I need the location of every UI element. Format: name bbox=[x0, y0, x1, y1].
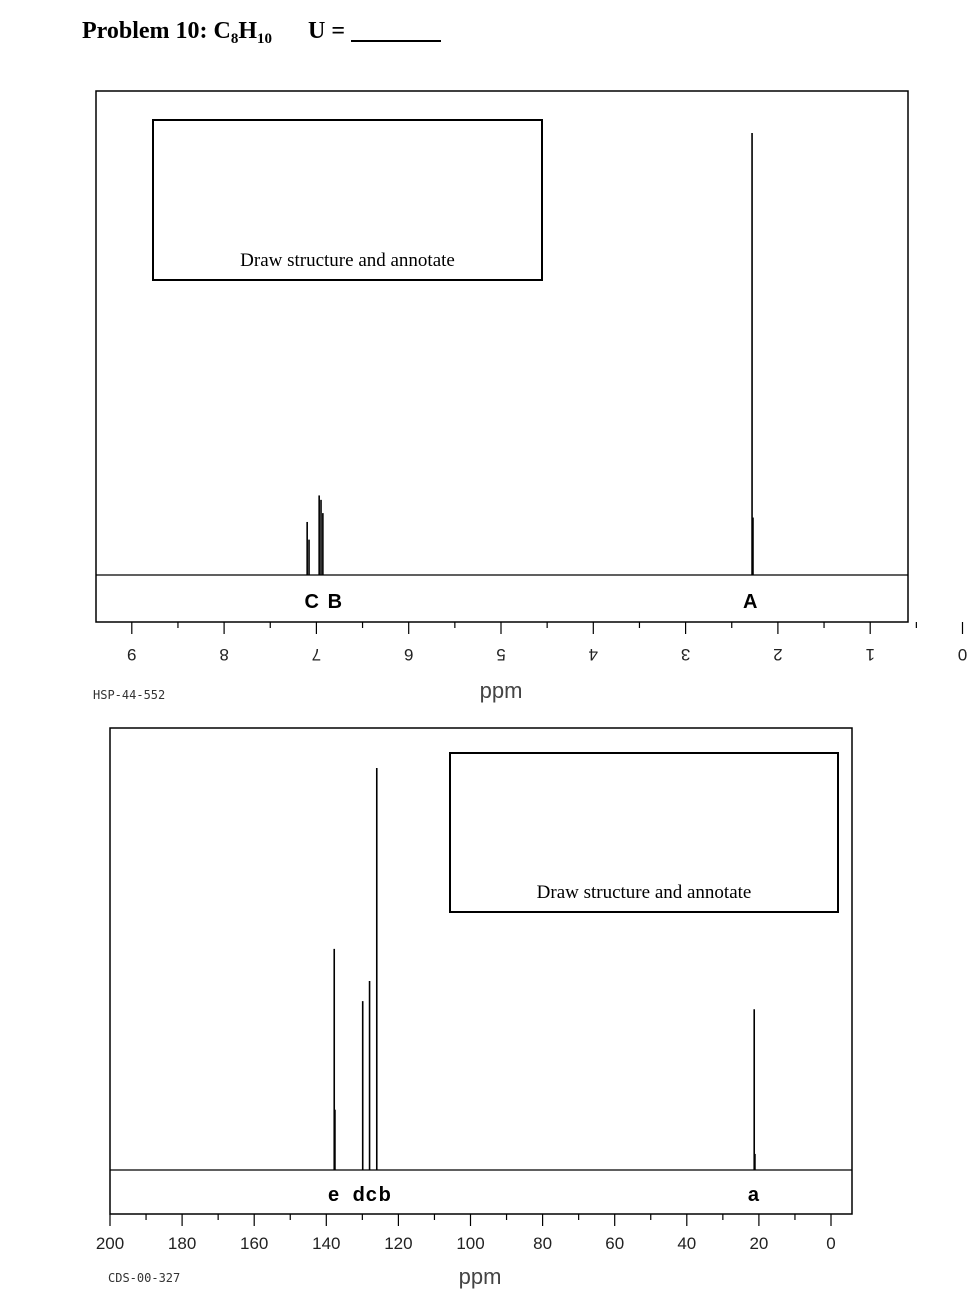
c-nmr-tick-label: 0 bbox=[826, 1234, 836, 1253]
h-nmr-structure-box-label: Draw structure and annotate bbox=[240, 250, 455, 271]
h-nmr-tick-label: 8 bbox=[219, 645, 229, 664]
hydrogen-subscript: 10 bbox=[257, 31, 273, 47]
c-nmr-tick-label: 80 bbox=[533, 1234, 553, 1253]
h-nmr-peak-label: A bbox=[742, 591, 758, 613]
c-nmr-structure-box-label: Draw structure and annotate bbox=[536, 882, 752, 903]
h-nmr-tick-label: 9 bbox=[127, 645, 137, 664]
problem-title: Problem 10: C bbox=[82, 18, 231, 44]
hydrogen-symbol: H bbox=[238, 18, 258, 44]
c-nmr-tick-label: 140 bbox=[312, 1234, 341, 1253]
c-nmr-tick-label: 40 bbox=[677, 1234, 697, 1253]
c-nmr-tick-label: 120 bbox=[384, 1234, 413, 1253]
h-nmr-tick-label: 3 bbox=[680, 645, 691, 664]
c-nmr-spectrum-code: CDS-00-327 bbox=[108, 1271, 181, 1285]
c-nmr-peak-label: b bbox=[378, 1184, 391, 1206]
unsaturation-label: U = bbox=[308, 18, 346, 44]
h-nmr-x-axis-label: ppm bbox=[479, 678, 523, 703]
h-nmr-tick-label: 0 bbox=[957, 645, 968, 664]
h-nmr-tick-label: 1 bbox=[865, 645, 875, 664]
c-nmr-tick-label: 60 bbox=[605, 1234, 625, 1253]
carbon-subscript: 8 bbox=[230, 31, 239, 47]
c-nmr-tick-label: 180 bbox=[167, 1234, 197, 1253]
c-nmr-tick-label: 100 bbox=[456, 1234, 485, 1253]
c-nmr-tick-label: 160 bbox=[240, 1234, 269, 1253]
h-nmr-tick-label: 7 bbox=[311, 645, 322, 664]
c-nmr-tick-label: 200 bbox=[95, 1234, 125, 1253]
c-nmr-peak-label: e bbox=[327, 1184, 340, 1206]
c-nmr-peak-label: a bbox=[747, 1184, 760, 1206]
h-nmr-spectrum-code: HSP-44-552 bbox=[93, 688, 166, 702]
c-nmr-tick-label: 20 bbox=[749, 1234, 769, 1253]
c-nmr-peak-label: d bbox=[352, 1184, 365, 1206]
h-nmr-tick-label: 4 bbox=[588, 645, 599, 664]
c-nmr-x-axis-label: ppm bbox=[458, 1264, 502, 1289]
h-nmr-peak-label: C bbox=[304, 591, 320, 613]
h-nmr-peak-label: B bbox=[327, 591, 343, 613]
c-nmr-peak-label: c bbox=[365, 1184, 377, 1206]
h-nmr-tick-label: 2 bbox=[773, 645, 783, 664]
h-nmr-tick-label: 6 bbox=[403, 645, 414, 664]
h-nmr-tick-label: 5 bbox=[496, 645, 506, 664]
